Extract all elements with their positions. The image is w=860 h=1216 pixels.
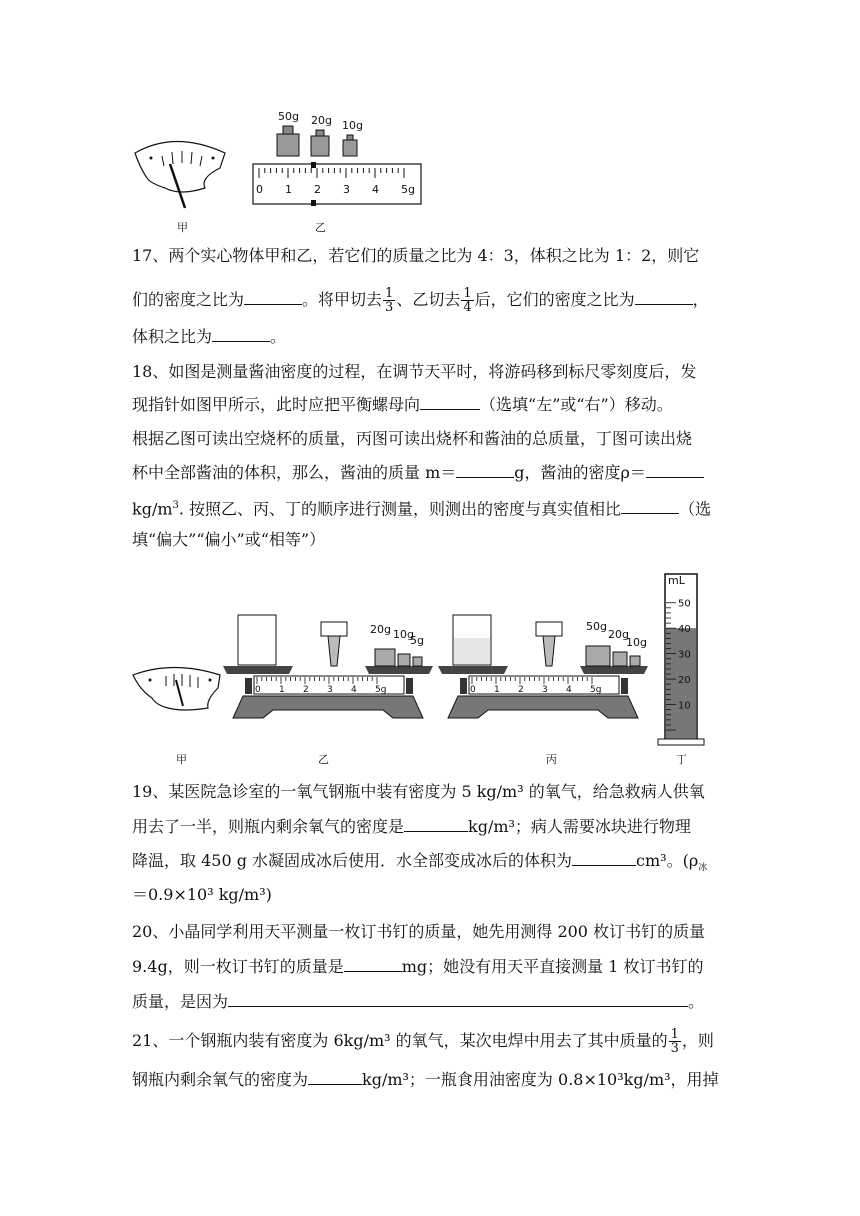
answer-blank[interactable] xyxy=(635,288,693,305)
answer-blank[interactable] xyxy=(212,325,270,342)
answer-blank[interactable] xyxy=(572,849,636,866)
answer-blank[interactable] xyxy=(621,497,679,514)
fraction-denominator: 4 xyxy=(463,300,472,315)
answer-blank[interactable] xyxy=(244,288,302,305)
q20-text: 质量，是因为 xyxy=(132,992,229,1011)
q19-line-4: ＝0.9×10³ kg/m³) xyxy=(132,885,272,904)
q17-line-1: 17、两个实心物体甲和乙，若它们的质量之比为 4：3，体积之比为 1：2，则它 xyxy=(132,246,700,265)
ruler-tick-label: 5g xyxy=(375,685,387,695)
ruler-tick-label: 0 xyxy=(256,183,263,196)
ruler-tick-label: 4 xyxy=(566,685,572,695)
ruler-tick-label: 2 xyxy=(303,685,309,695)
q18-line-5 xyxy=(132,494,732,521)
q19-line-3 xyxy=(132,849,732,880)
fraction xyxy=(461,287,473,314)
superscript: 3 xyxy=(172,500,179,511)
q20-line-1: 20、小晶同学利用天平测量一枚订书钉的质量，她先用测得 200 枚订书钉的质量 xyxy=(132,922,706,941)
q19-text: cm³。(ρ xyxy=(636,851,699,870)
q20-text: mg；她没有用天平直接测量 1 枚订书钉的 xyxy=(401,957,704,976)
q21-text: 21、一个钢瓶内装有密度为 6kg/m³ 的氧气，某次电焊中用去了其中质量的 xyxy=(132,1031,668,1050)
q21-text: ，则 xyxy=(681,1031,714,1050)
q18-line-4 xyxy=(132,461,732,485)
q17-text: 们的密度之比为 xyxy=(132,290,245,309)
subscript: 冰 xyxy=(698,863,708,874)
weight-label: 20g xyxy=(608,628,629,641)
weight-label: 10g xyxy=(393,628,414,641)
fraction-numerator: 1 xyxy=(463,286,472,301)
ruler-tick-label: 3 xyxy=(542,685,548,695)
caption-yi: 乙 xyxy=(318,753,329,766)
weights-icon xyxy=(277,110,363,156)
answer-blank[interactable] xyxy=(646,461,704,478)
q17-text: 后，它们的密度之比为 xyxy=(474,290,635,309)
q18-text: g，酱油的密度ρ＝ xyxy=(514,463,646,482)
caption-bing: 丙 xyxy=(546,753,557,766)
cylinder-tick-label: 50 xyxy=(678,598,691,610)
q17-text: 。将甲切去 xyxy=(302,290,383,309)
ruler-tick-label: 5g xyxy=(590,685,602,695)
cylinder-tick-label: 30 xyxy=(678,649,691,661)
cylinder-unit: mL xyxy=(668,574,685,587)
q18-line-1: 18、如图是测量酱油密度的过程，在调节天平时，将游码移到标尺零刻度后，发 xyxy=(132,362,697,381)
weight-label: 10g xyxy=(342,119,363,132)
q20-text: 。 xyxy=(688,992,705,1011)
fraction-numerator: 1 xyxy=(385,286,394,301)
q18-text: 现指针如图甲所示，此时应把平衡螺母向 xyxy=(132,395,421,414)
q18-line-3: 根据乙图可读出空烧杯的质量，丙图可读出烧杯和酱油的总质量，丁图可读出烧 xyxy=(132,429,693,448)
ruler-tick-label: 3 xyxy=(327,685,333,695)
answer-blank[interactable] xyxy=(308,1068,362,1085)
q21-line-2 xyxy=(132,1068,732,1092)
ruler-tick-label: 0 xyxy=(255,685,261,695)
ruler-tick-label: 4 xyxy=(351,685,357,695)
answer-blank[interactable] xyxy=(404,815,468,832)
caption-yi: 乙 xyxy=(315,221,326,234)
q17-text: 、乙切去 xyxy=(396,290,461,309)
cylinder-tick-label: 20 xyxy=(678,675,691,687)
q19-text: 用去了一半，则瓶内剩余氧气的密度是 xyxy=(132,817,405,836)
ruler-tick-label: 4 xyxy=(372,183,379,196)
q21-text: kg/m³；一瓶食用油密度为 0.8×10³kg/m³，用掉 xyxy=(362,1070,719,1089)
density-measurement-figure xyxy=(128,570,728,770)
balance-yi-icon xyxy=(223,615,433,718)
q17-text: 。 xyxy=(270,327,287,346)
q20-text: 9.4g，则一枚订书钉的质量是 xyxy=(132,957,344,976)
q19-line-2 xyxy=(132,815,732,839)
fraction xyxy=(669,1028,681,1055)
q21-text: 钢瓶内剩余氧气的密度为 xyxy=(132,1070,309,1089)
balance-bing-icon xyxy=(438,615,648,718)
q20-line-2 xyxy=(132,955,732,979)
q18-text: （选 xyxy=(679,499,712,519)
graduated-cylinder-icon xyxy=(658,574,704,745)
q18-text: （选填“左”或“右”）移动。 xyxy=(480,395,673,414)
fraction xyxy=(383,287,395,314)
q21-line-1 xyxy=(132,1028,732,1055)
ruler-tick-label: 2 xyxy=(314,183,321,196)
answer-blank[interactable] xyxy=(228,990,688,1007)
q19-text: kg/m³；病人需要冰块进行物理 xyxy=(468,817,691,836)
weight-label: 20g xyxy=(370,623,391,636)
q18-text: . 按照乙、丙、丁的顺序进行测量，则测出的密度与真实值相比 xyxy=(178,499,622,519)
q18-line-2 xyxy=(132,393,732,417)
ruler-tick-label: 0 xyxy=(470,685,476,695)
cylinder-tick-label: 10 xyxy=(678,700,691,712)
q18-text: 杯中全部酱油的体积，那么，酱油的质量 m＝ xyxy=(132,463,457,482)
q19-text: 降温，取 450 g 水凝固成冰后使用．水全部变成冰后的体积为 xyxy=(132,851,573,870)
caption-jia: 甲 xyxy=(176,753,187,766)
fraction-numerator: 1 xyxy=(670,1027,679,1042)
ruler-tick-label: 2 xyxy=(518,685,524,695)
answer-blank[interactable] xyxy=(344,955,402,972)
q18-line-6: 填“偏大”“偏小”或“相等”） xyxy=(132,530,326,549)
ruler-tick-label: 1 xyxy=(494,685,500,695)
balance-dial-icon xyxy=(135,142,225,209)
q18-text: kg/m xyxy=(132,499,173,519)
weight-label: 10g xyxy=(626,636,647,649)
q17-text: ， xyxy=(692,290,709,309)
ruler-tick-label: 3 xyxy=(343,183,350,196)
caption-jia: 甲 xyxy=(177,221,188,234)
ruler-tick-label: 1 xyxy=(285,183,292,196)
q17-line-3 xyxy=(132,325,732,349)
weight-label: 50g xyxy=(278,110,299,123)
ruler-tick-label: 5g xyxy=(401,183,415,196)
q17-text: 体积之比为 xyxy=(132,327,213,346)
answer-blank[interactable] xyxy=(420,393,480,410)
ruler-tick-label: 1 xyxy=(279,685,285,695)
fraction-denominator: 3 xyxy=(385,300,394,315)
weight-label: 20g xyxy=(311,114,332,127)
q17-line-2 xyxy=(132,287,732,314)
balance-dial-icon xyxy=(133,668,220,711)
q20-line-3 xyxy=(132,990,732,1014)
answer-blank[interactable] xyxy=(456,461,514,478)
ruler-scale-icon xyxy=(253,162,421,206)
weight-label: 50g xyxy=(586,620,607,633)
cylinder-tick-label: 40 xyxy=(678,624,691,636)
weight-label: 5g xyxy=(410,634,424,647)
fraction-denominator: 3 xyxy=(670,1041,679,1056)
caption-ding: 丁 xyxy=(676,753,687,766)
q19-line-1: 19、某医院急诊室的一氧气钢瓶中装有密度为 5 kg/m³ 的氧气，给急救病人供氧 xyxy=(132,782,705,801)
top-figure xyxy=(125,108,435,238)
